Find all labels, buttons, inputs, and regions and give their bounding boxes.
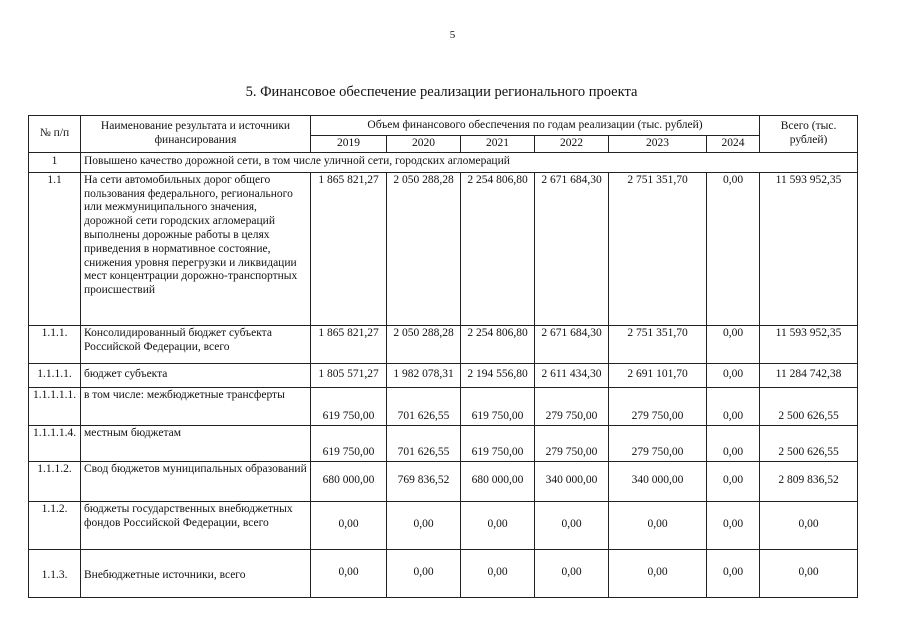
year-header: 2023 bbox=[609, 136, 707, 153]
value-cell: 2 671 684,30 bbox=[535, 172, 609, 325]
value-cell: 2 611 434,30 bbox=[535, 363, 609, 387]
table-row bbox=[29, 501, 858, 549]
table-row bbox=[29, 461, 858, 501]
year-header: 2022 bbox=[535, 136, 609, 153]
row-name: в том числе: межбюджетные трансферты bbox=[81, 387, 311, 425]
total-cell: 2 809 836,52 bbox=[760, 461, 858, 501]
row-number: 1.1.1.1. bbox=[29, 363, 81, 387]
value-cell: 619 750,00 bbox=[461, 425, 535, 461]
value-cell: 0,00 bbox=[707, 501, 760, 549]
page-number: 5 bbox=[449, 29, 456, 41]
value-cell: 0,00 bbox=[609, 501, 707, 549]
row-number: 1.1.1.1.4. bbox=[29, 425, 81, 461]
row-number: 1.1.1.2. bbox=[29, 461, 81, 501]
value-cell: 2 050 288,28 bbox=[387, 325, 461, 363]
year-header: 2024 bbox=[707, 136, 760, 153]
value-cell: 0,00 bbox=[461, 501, 535, 549]
value-cell: 0,00 bbox=[707, 363, 760, 387]
row-number: 1.1.2. bbox=[29, 501, 81, 549]
row-name: бюджеты государственных внебюджетных фондов Российской Федерации, всего bbox=[81, 501, 311, 549]
row-name: Консолидированный бюджет субъекта Российской Федерации, всего bbox=[81, 325, 311, 363]
value-cell: 279 750,00 bbox=[535, 425, 609, 461]
table-row bbox=[29, 387, 858, 425]
total-cell: 2 500 626,55 bbox=[760, 425, 858, 461]
total-cell: 0,00 bbox=[760, 501, 858, 549]
row-number: 1.1 bbox=[29, 172, 81, 325]
value-cell: 680 000,00 bbox=[311, 461, 387, 501]
value-cell: 1 865 821,27 bbox=[311, 325, 387, 363]
section-row bbox=[29, 152, 858, 172]
financing-table bbox=[28, 115, 858, 598]
value-cell: 619 750,00 bbox=[311, 425, 387, 461]
total-cell: 0,00 bbox=[760, 549, 858, 597]
col-header-volume: Объем финансового обеспечения по годам реализации (тыс. рублей) bbox=[311, 116, 760, 136]
year-header: 2021 bbox=[461, 136, 535, 153]
value-cell: 680 000,00 bbox=[461, 461, 535, 501]
value-cell: 2 671 684,30 bbox=[535, 325, 609, 363]
header-row bbox=[29, 116, 858, 136]
value-cell: 0,00 bbox=[311, 549, 387, 597]
table-row bbox=[29, 363, 858, 387]
row-name: местным бюджетам bbox=[81, 425, 311, 461]
section-title: 5. Финансовое обеспечение реализации регионального проекта bbox=[245, 84, 638, 100]
value-cell: 0,00 bbox=[535, 501, 609, 549]
value-cell: 340 000,00 bbox=[609, 461, 707, 501]
table-row bbox=[29, 425, 858, 461]
value-cell: 0,00 bbox=[707, 425, 760, 461]
value-cell: 701 626,55 bbox=[387, 425, 461, 461]
row-number: 1.1.1. bbox=[29, 325, 81, 363]
table-row bbox=[29, 549, 858, 597]
value-cell: 0,00 bbox=[387, 549, 461, 597]
year-header: 2019 bbox=[311, 136, 387, 153]
col-header-num: № п/п bbox=[29, 116, 81, 153]
value-cell: 0,00 bbox=[461, 549, 535, 597]
value-cell: 701 626,55 bbox=[387, 387, 461, 425]
value-cell: 1 805 571,27 bbox=[311, 363, 387, 387]
value-cell: 0,00 bbox=[707, 387, 760, 425]
value-cell: 1 865 821,27 bbox=[311, 172, 387, 325]
value-cell: 0,00 bbox=[311, 501, 387, 549]
year-header: 2020 bbox=[387, 136, 461, 153]
col-header-name: Наименование результата и источники финансирования bbox=[81, 116, 311, 153]
value-cell: 2 751 351,70 bbox=[609, 172, 707, 325]
value-cell: 1 982 078,31 bbox=[387, 363, 461, 387]
value-cell: 340 000,00 bbox=[535, 461, 609, 501]
value-cell: 0,00 bbox=[707, 461, 760, 501]
value-cell: 279 750,00 bbox=[609, 387, 707, 425]
value-cell: 769 836,52 bbox=[387, 461, 461, 501]
value-cell: 0,00 bbox=[707, 549, 760, 597]
row-name: На сети автомобильных дорог общего пользования федерального, регионального или межмуниципального значения, дорожной сети городских агломераций выполнены дорожные работы в целях приведения в нормативное состояние, снижения уровня перегрузки и ликвидации мест концентрации дорожно-транспортных происшествий bbox=[81, 172, 311, 325]
row-number: 1 bbox=[29, 152, 81, 172]
row-name: бюджет субъекта bbox=[81, 363, 311, 387]
total-cell: 11 593 952,35 bbox=[760, 172, 858, 325]
value-cell: 279 750,00 bbox=[535, 387, 609, 425]
value-cell: 279 750,00 bbox=[609, 425, 707, 461]
value-cell: 0,00 bbox=[609, 549, 707, 597]
total-cell: 2 500 626,55 bbox=[760, 387, 858, 425]
total-cell: 11 284 742,38 bbox=[760, 363, 858, 387]
value-cell: 2 254 806,80 bbox=[461, 172, 535, 325]
value-cell: 2 254 806,80 bbox=[461, 325, 535, 363]
col-header-total: Всего (тыс. рублей) bbox=[760, 116, 858, 153]
row-name: Внебюджетные источники, всего bbox=[81, 549, 311, 597]
value-cell: 2 751 351,70 bbox=[609, 325, 707, 363]
row-number: 1.1.3. bbox=[29, 549, 81, 597]
section-row-text: Повышено качество дорожной сети, в том числе уличной сети, городских агломераций bbox=[81, 152, 858, 172]
table-row bbox=[29, 325, 858, 363]
value-cell: 2 050 288,28 bbox=[387, 172, 461, 325]
row-name: Свод бюджетов муниципальных образований bbox=[81, 461, 311, 501]
value-cell: 0,00 bbox=[707, 325, 760, 363]
total-cell: 11 593 952,35 bbox=[760, 325, 858, 363]
table-row bbox=[29, 172, 858, 325]
value-cell: 0,00 bbox=[387, 501, 461, 549]
row-number: 1.1.1.1.1. bbox=[29, 387, 81, 425]
value-cell: 619 750,00 bbox=[311, 387, 387, 425]
value-cell: 2 194 556,80 bbox=[461, 363, 535, 387]
value-cell: 0,00 bbox=[535, 549, 609, 597]
value-cell: 0,00 bbox=[707, 172, 760, 325]
value-cell: 619 750,00 bbox=[461, 387, 535, 425]
value-cell: 2 691 101,70 bbox=[609, 363, 707, 387]
